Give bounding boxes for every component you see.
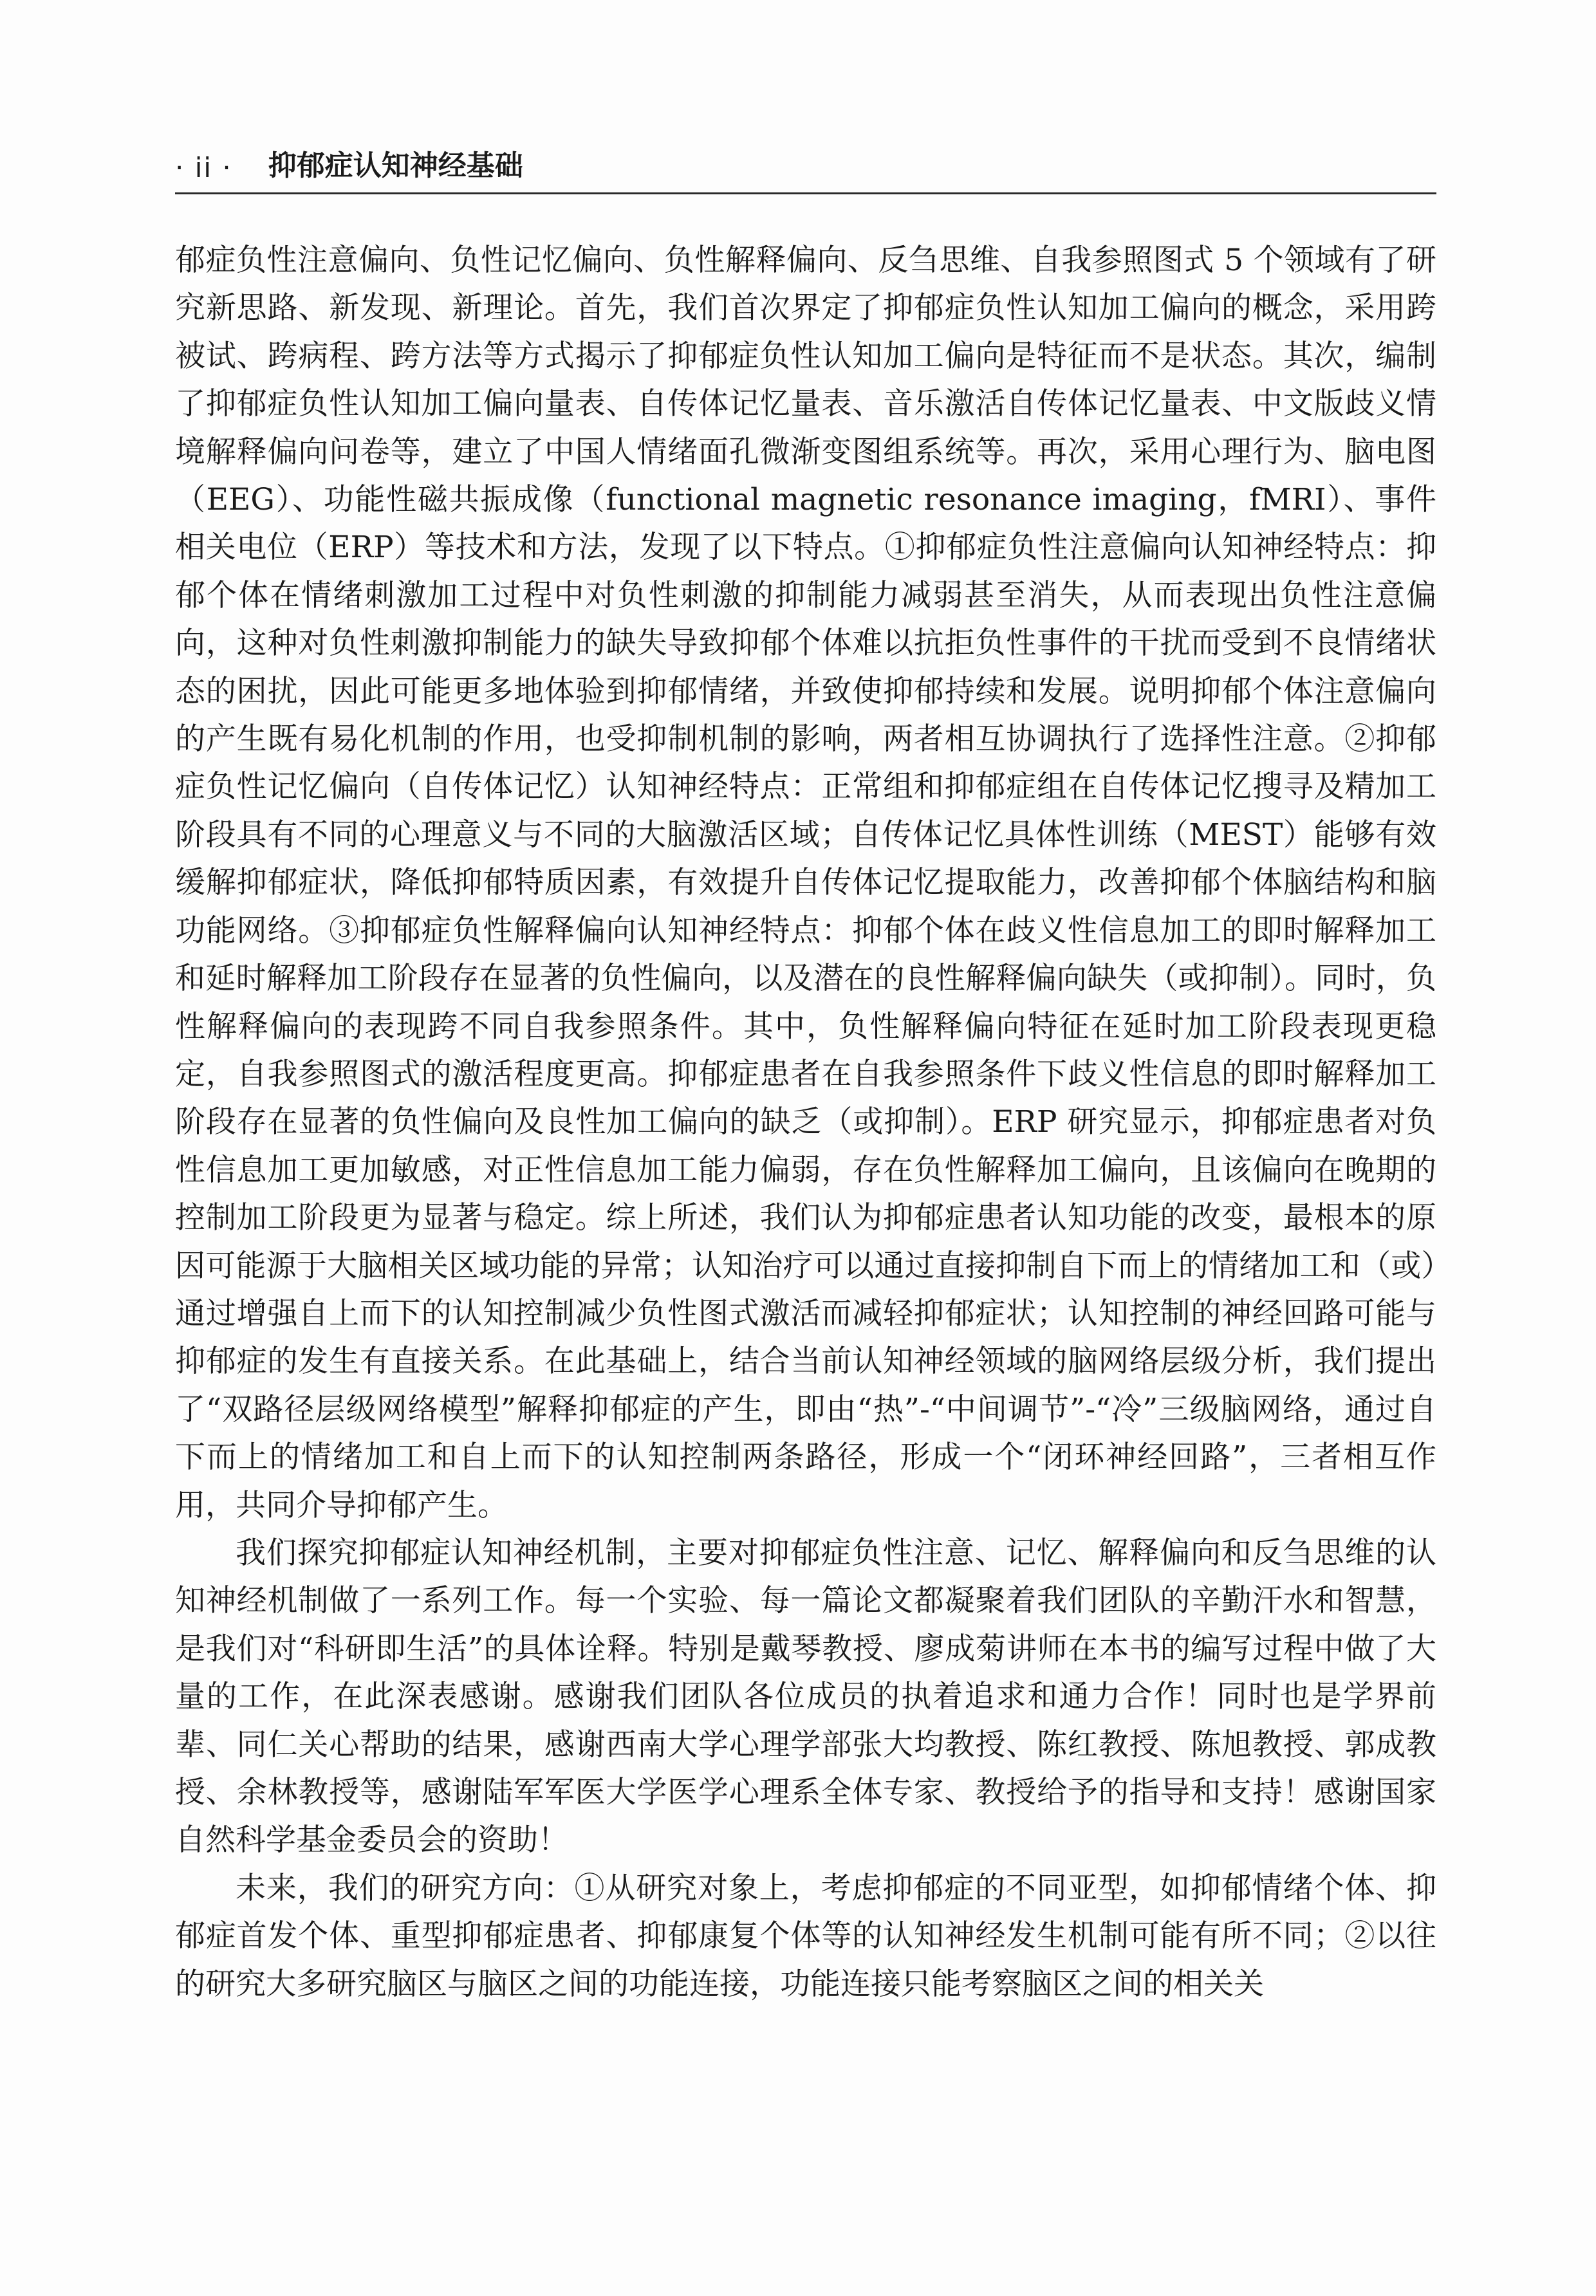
page-number: · ii ·: [175, 152, 232, 183]
paragraph-future-directions: 未来，我们的研究方向：①从研究对象上，考虑抑郁症的不同亚型，如抑郁情绪个体、抑郁症首发个体、重型抑郁症患者、抑郁康复个体等的认知神经发生机制可能有所不同；②以往的研究大多研究脑区与脑区之间的功能连接，功能连接只能考察脑区之间的相关关: [175, 1870, 1436, 2002]
running-header: [175, 143, 1436, 194]
book-title: 抑郁症认知神经基础: [268, 149, 523, 182]
paragraph-continued: 郁症负性注意偏向、负性记忆偏向、负性解释偏向、反刍思维、自我参照图式 5 个领域有了研究新思路、新发现、新理论。首先，我们首次界定了抑郁症负性认知加工偏向的概念，采用跨被试、跨病程、跨方法等方式揭示了抑郁症负性认知加工偏向是特征而不是状态。其次，编制了抑郁症负性认知加工偏向量表、自传体记忆量表、音乐激活自传体记忆量表、中文版歧义情境解释偏向问卷等，建立了中国人情绪面孔微渐变图组系统等。再次，采用心理行为、脑电图（EEG）、功能性磁共振成像（functional magnetic resonance imaging，fMRI）、事件相关电位（ERP）等技术和方法，发现了以下特点。①抑郁症负性注意偏向认知神经特点：抑郁个体在情绪刺激加工过程中对负性刺激的抑制能力减弱甚至消失，从而表现出负性注意偏向，这种对负性刺激抑制能力的缺失导致抑郁个体难以抗拒负性事件的干扰而受到不良情绪状态的困扰，因此可能更多地体验到抑郁情绪，并致使抑郁持续和发展。说明抑郁个体注意偏向的产生既有易化机制的作用，也受抑制机制的影响，两者相互协调执行了选择性注意。②抑郁症负性记忆偏向（自传体记忆）认知神经特点：正常组和抑郁症组在自传体记忆搜寻及精加工阶段具有不同的心理意义与不同的大脑激活区域；自传体记忆具体性训练（MEST）能够有效缓解抑郁症状，降低抑郁特质因素，有效提升自传体记忆提取能力，改善抑郁个体脑结构和脑功能网络。③抑郁症负性解释偏向认知神经特点：抑郁个体在歧义性信息加工的即时解释加工和延时解释加工阶段存在显著的负性偏向，以及潜在的良性解释偏向缺失（或抑制）。同时，负性解释偏向的表现跨不同自我参照条件。其中，负性解释偏向特征在延时加工阶段表现更稳定，自我参照图式的激活程度更高。抑郁症患者在自我参照条件下歧义性信息的即时解释加工阶段存在显著的负性偏向及良性加工偏向的缺乏（或抑制）。ERP 研究显示，抑郁症患者对负性信息加工更加敏感，对正性信息加工能力偏弱，存在负性解释加工偏向，且该偏向在晚期的控制加工阶段更为显著与稳定。综上所述，我们认为抑郁症患者认知功能的改变，最根本的原因可能源于大脑相关区域功能的异常；认知治疗可以通过直接抑制自下而上的情绪加工和（或）通过增强自上而下的认知控制减少负性图式激活而减轻抑郁症状；认知控制的神经回路可能与抑郁症的发生有直接关系。在此基础上，结合当前认知神经领域的脑网络层级分析，我们提出了“双路径层级网络模型”解释抑郁症的产生，即由“热”-“中间调节”-“冷”三级脑网络，通过自下而上的情绪加工和自上而下的认知控制两条路径，形成一个“闭环神经回路”，三者相互作用，共同介导抑郁产生。: [175, 243, 1436, 1523]
body-text: [175, 237, 1436, 2008]
paragraph-acknowledgements: 我们探究抑郁症认知神经机制，主要对抑郁症负性注意、记忆、解释偏向和反刍思维的认知神经机制做了一系列工作。每一个实验、每一篇论文都凝聚着我们团队的辛勤汗水和智慧，是我们对“科研即生活”的具体诠释。特别是戴琴教授、廖成菊讲师在本书的编写过程中做了大量的工作，在此深表感谢。感谢我们团队各位成员的执着追求和通力合作！同时也是学界前辈、同仁关心帮助的结果，感谢西南大学心理学部张大均教授、陈红教授、陈旭教授、郭成教授、余林教授等，感谢陆军军医大学医学心理系全体专家、教授给予的指导和支持！感谢国家自然科学基金委员会的资助！: [175, 1535, 1436, 1858]
